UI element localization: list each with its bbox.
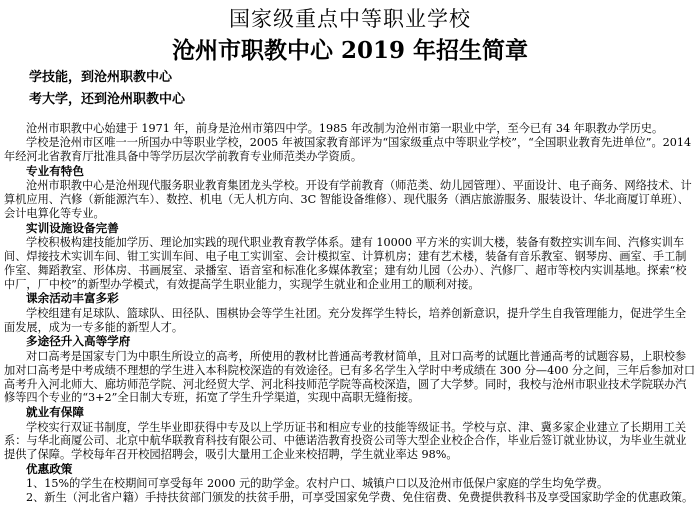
brochure-body (4, 122, 696, 505)
slogan-skills: 学技能，到沧州职教中心 (29, 70, 173, 85)
section-paragraph: 学校实行双证书制度，学生毕业即获得中专及以上学历证书和相应专业的技能等级证书。学校与京、津、冀多家企业建立了长期用工关系：与华北商厦公司、北京中航华联教育科技有限公司、中德诺浩教育投资公司等大型企业校企合作，毕业后签订就业协议，为毕业生就业提供了保障。学校每年召开校园招聘会，吸引大量用工企业来校招聘，学生就业率达 98%。 (4, 420, 687, 462)
policy-item: 2、新生（河北省户籍）手持扶贫部门颁发的扶贫手册，可享受国家免学费、免住宿费、免费提供教科书及享受国家助学金的优惠政策。 (26, 491, 694, 505)
intro-paragraph: 学校是沧州市区唯一一所国办中等职业学校，2005 年被国家教育部评为“国家级重点中等职业学校”，“全国职业教育先进单位”。2014 年经河北省教育厅批准具备中等学历层次学前教育专业师范类办学资质。 (4, 135, 692, 163)
slogan-university: 考大学，还到沧州职教中心 (29, 92, 186, 107)
school-status-title: 国家级重点中等职业学校 (229, 7, 471, 31)
section-heading-higher-education: 多途径升入高等学府 (26, 334, 131, 349)
section-heading-preferential-policies: 优惠政策 (26, 462, 73, 477)
intro-paragraph: 沧州市职教中心始建于 1971 年，前身是沧州市第四中学。1985 年改制为沧州市第一职业中学，至今已有 34 年职教办学历史。 (26, 122, 664, 135)
section-paragraph: 对口高考是国家专门为中职生所设立的高考，所使用的教材比普通高考教材简单，且对口高考的试题比普通高考的试题容易，上职校参加对口高考是中考成绩不理想的学生进入本科院校深造的有效途径。已有多名学生入学时中考成绩在 300 分—400 分之间，三年后参加对口高考升入河北师大、廊坊师范学院、河北经贸大学、河北科技师范学院等高校深造，圆了大学梦。同时，我校与沧州市职业技术学院联办汽修等四个专业的“3+2”全日制大专班，拓宽了学生升学渠道，实现中高职无缝衔接。 (4, 349, 696, 405)
section-paragraph: 沧州市职教中心是沧州现代服务职业教育集团龙头学校。开设有学前教育（师范类、幼儿园管理）、平面设计、电子商务、网络技术、计算机应用、汽修（新能源汽车）、数控、机电（无人机方向、3C 智能设备维修）、现代服务（酒店旅游服务、服装设计、华北商厦订单班）、会计电算化等专业。 (4, 178, 692, 220)
section-heading-majors: 专业有特色 (26, 163, 84, 178)
section-heading-activities: 课余活动丰富多彩 (26, 291, 119, 306)
section-heading-facilities: 实训设施设备完善 (26, 220, 119, 235)
admissions-title: 沧州市职教中心 2019 年招生简章 (171, 37, 529, 64)
policy-item: 1、15%的学生在校期间可享受每年 2000 元的助学金。农村户口、城镇户口以及沧州市低保户家庭的学生均免学费。 (26, 477, 609, 491)
section-heading-employment: 就业有保障 (26, 405, 84, 420)
section-paragraph: 学校组建有足球队、篮球队、田径队、围棋协会等学生社团。充分发挥学生特长，培养创新意识，提升学生自我管理能力，促进学生全面发展，成为一专多能的新型人才。 (4, 306, 687, 334)
section-paragraph: 学校积极构建技能加学历、理论加实践的现代职业教育教学体系。建有 10000 平方米的实训大楼，装备有数控实训车间、汽修实训车间、焊接技术实训车间、钳工实训车间、电子电工实训室、会计模拟室、计算机房；建有艺术楼，装备有音乐教室、钢琴房、画室、手工制作室、舞蹈教室、形体房、书画展室、录播室、语音室和标准化多媒体教室；建有幼儿园（公办）、汽修厂、超市等校内实训基地。探索“校中厂，厂中校”的新型办学模式，有效提高学生职业能力，实现学生就业和企业用工的顺利对接。 (4, 235, 687, 291)
